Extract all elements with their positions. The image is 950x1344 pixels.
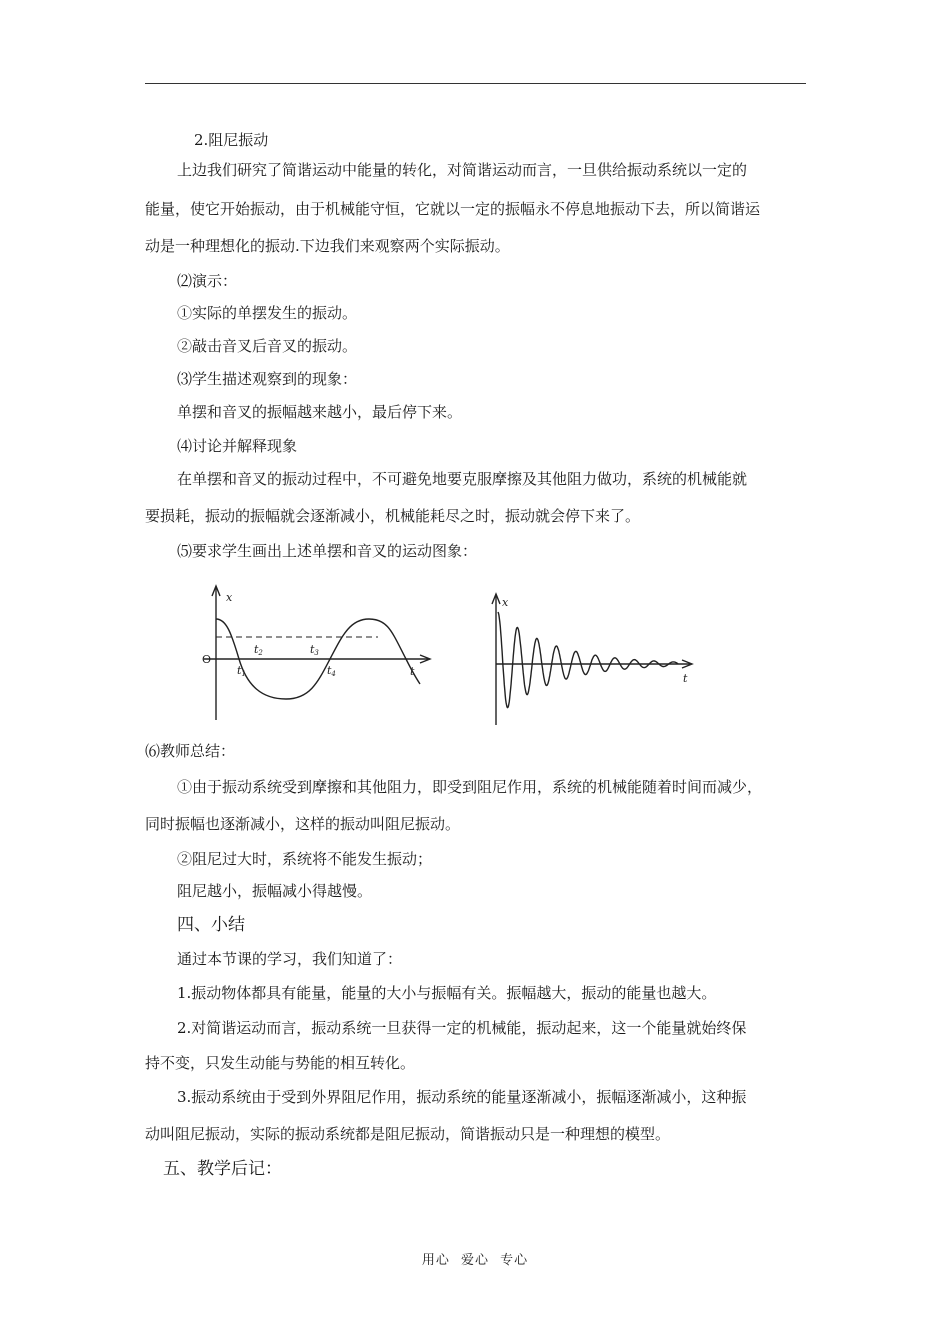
section-heading-teaching-notes: 五、教学后记： <box>163 1159 282 1179</box>
graph1-y-label: x <box>226 591 233 604</box>
list-item: ⑸要求学生画出上述单摆和音叉的运动图象： <box>177 542 478 560</box>
graph1-x-label: t <box>410 665 415 678</box>
paragraph-line: 单摆和音叉的振幅越来越小，最后停下来。 <box>177 403 463 421</box>
page-footer: 用心 爱心 专心 <box>421 1253 529 1268</box>
graph1-t2-label: t2 <box>254 643 263 657</box>
graph1-t4-label: t4 <box>327 664 336 678</box>
list-item: ⑷讨论并解释现象 <box>177 437 298 455</box>
graph1-origin-label: O <box>202 653 212 666</box>
paragraph-line: 能量，使它开始振动，由于机械能守恒，它就以一定的振幅永不停息地振动下去，所以简谐运 <box>145 200 761 218</box>
graph2-x-label: t <box>683 672 688 685</box>
paragraph-line: 持不变，只发生动能与势能的相互转化。 <box>145 1054 416 1072</box>
list-item: ①实际的单摆发生的振动。 <box>177 304 358 322</box>
paragraph-line: 同时振幅也逐渐减小，这样的振动叫阻尼振动。 <box>145 815 461 833</box>
paragraph-line: 上边我们研究了简谐运动中能量的转化，对简谐运动而言，一旦供给振动系统以一定的 <box>177 161 748 179</box>
graph1-t1-label: t1 <box>237 664 246 678</box>
paragraph-line: 动是一种理想化的振动.下边我们来观察两个实际振动。 <box>145 237 510 255</box>
list-item: ②敲击音叉后音叉的振动。 <box>177 337 358 355</box>
graph2-y-label: x <box>502 596 509 609</box>
paragraph-line: 在单摆和音叉的振动过程中，不可避免地要克服摩擦及其他阻力做功，系统的机械能就 <box>177 470 748 488</box>
pendulum-graph <box>196 582 441 722</box>
list-item: 1.振动物体都具有能量，能量的大小与振幅有关。振幅越大，振动的能量也越大。 <box>177 984 717 1002</box>
list-item: ⑹教师总结： <box>145 742 236 760</box>
paragraph-line: 通过本节课的学习，我们知道了： <box>177 950 403 968</box>
list-item: 2.对简谐运动而言，振动系统一旦获得一定的机械能，振动起来，这一个能量就始终保 <box>177 1019 747 1037</box>
list-item: 3.振动系统由于受到外界阻尼作用，振动系统的能量逐渐减小，振幅逐渐减小，这种振 <box>177 1088 747 1106</box>
damped-vibration-graph <box>486 592 696 727</box>
paragraph-line: 动叫阻尼振动，实际的振动系统都是阻尼振动，简谐振动只是一种理想的模型。 <box>145 1125 671 1143</box>
list-item: ⑶学生描述观察到的现象： <box>177 370 358 388</box>
header-rule <box>145 83 806 84</box>
paragraph-line: ②阻尼过大时，系统将不能发生振动； <box>177 850 433 868</box>
paragraph-line: ①由于振动系统受到摩擦和其他阻力，即受到阻尼作用，系统的机械能随着时间而减少， <box>177 778 763 796</box>
graph1-t3-label: t3 <box>310 643 319 657</box>
paragraph-line: 阻尼越小，振幅减小得越慢。 <box>177 882 373 900</box>
graph2-damped-curve <box>498 612 678 708</box>
paragraph-line: 要损耗，振动的振幅就会逐渐减小，机械能耗尽之时，振动就会停下来了。 <box>145 507 641 525</box>
section-heading-summary: 四、小结 <box>177 915 245 935</box>
section-heading-damped-vibration: 2.阻尼振动 <box>194 131 269 149</box>
list-item: ⑵演示： <box>177 272 238 290</box>
